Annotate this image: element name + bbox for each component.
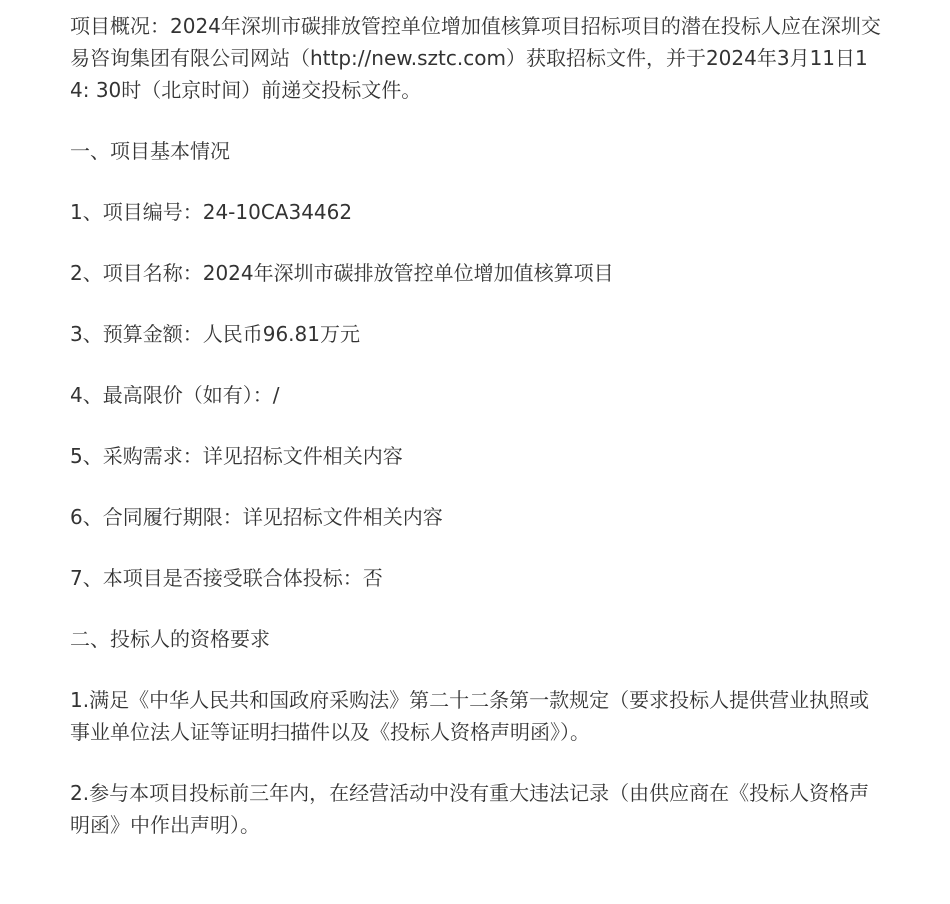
- item-consortium-bidding: 7、本项目是否接受联合体投标：否: [70, 566, 383, 590]
- item-contract-period: 6、合同履行期限：详见招标文件相关内容: [70, 505, 443, 529]
- item-max-price: 4、最高限价（如有）：/: [70, 383, 280, 407]
- item-procurement-requirements: 5、采购需求：详见招标文件相关内容: [70, 444, 403, 468]
- item-budget: 3、预算金额：人民币96.81万元: [70, 322, 360, 346]
- project-overview: 项目概况：2024年深圳市碳排放管控单位增加值核算项目招标项目的潜在投标人应在深圳交易咨询集团有限公司网站（http://new.sztc.com）获取招标文件，并于2024年3月11日14: 30时（北京时间）前递交投标文件。: [70, 14, 881, 102]
- section-heading-basic-info: 一、项目基本情况: [70, 139, 230, 163]
- document-body: [70, 10, 882, 841]
- item-project-name: 2、项目名称：2024年深圳市碳排放管控单位增加值核算项目: [70, 261, 614, 285]
- item-project-number: 1、项目编号：24-10CA34462: [70, 200, 353, 224]
- requirement-2: 2.参与本项目投标前三年内，在经营活动中没有重大违法记录（由供应商在《投标人资格声明函》中作出声明）。: [70, 781, 870, 837]
- section-heading-qualifications: 二、投标人的资格要求: [70, 627, 270, 651]
- requirement-1: 1.满足《中华人民共和国政府采购法》第二十二条第一款规定（要求投标人提供营业执照或事业单位法人证等证明扫描件以及《投标人资格声明函》）。: [70, 688, 870, 744]
